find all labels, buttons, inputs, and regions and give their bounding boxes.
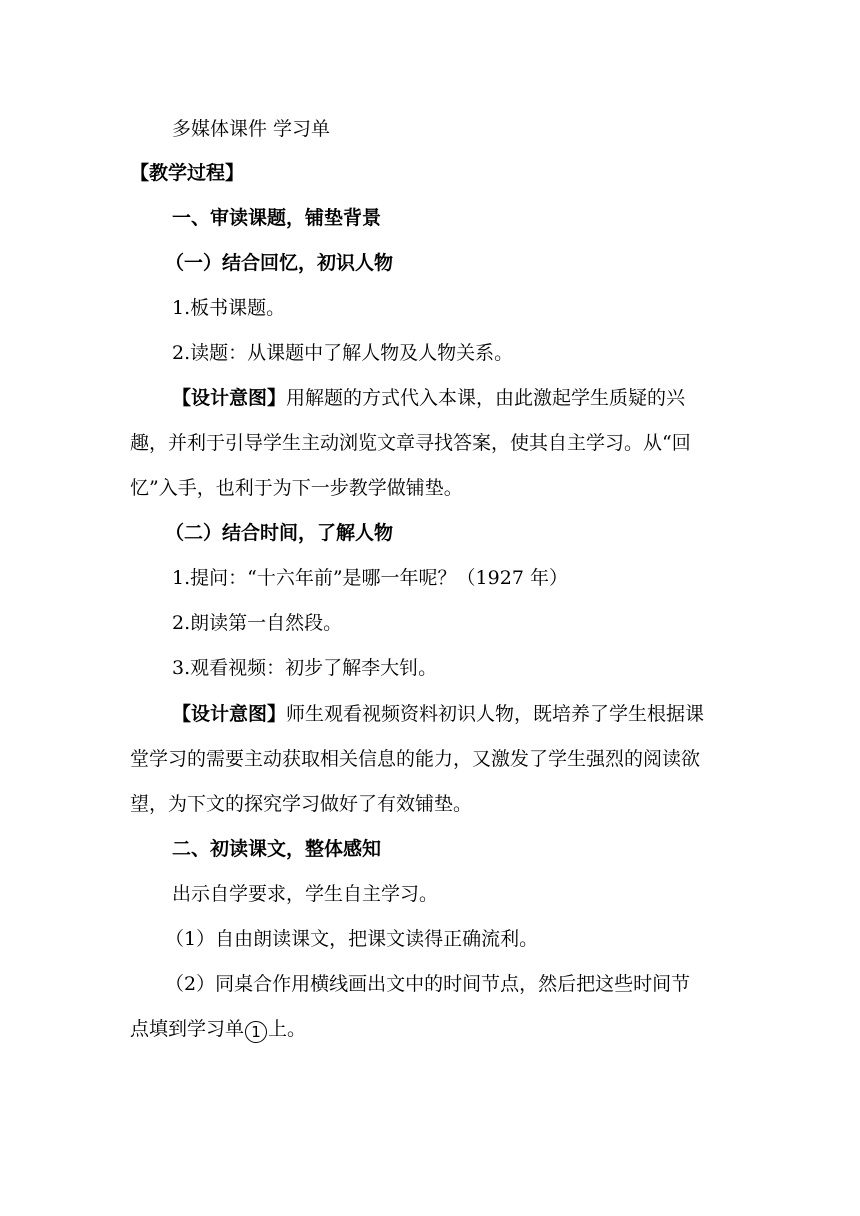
requirement-text: 点填到学习单 [130,1018,245,1040]
step-item: 1.提问：“十六年前”是哪一年呢？（1927 年） [172,567,568,589]
subheading-one: （一）结合回忆，初识人物 [165,252,394,274]
heading-part-two: 二、初读课文，整体感知 [172,838,382,860]
design-intent-label: 【设计意图】 [172,387,287,409]
section-heading-process: 【教学过程】 [130,162,245,184]
step-item: 2.朗读第一自然段。 [172,612,343,634]
step-item: 3.观看视频：初步了解李大钊。 [172,657,438,679]
paragraph-text: 出示自学要求，学生自主学习。 [172,883,439,905]
design-intent-line: 忆”入手，也利于为下一步教学做铺垫。 [130,477,463,499]
design-intent-text: 师生观看视频资料初识人物，既培养了学生根据课 [286,703,705,725]
design-intent-line [172,386,772,410]
step-item: 2.读题：从课题中了解人物及人物关系。 [172,342,514,364]
design-intent-line: 望，为下文的探究学习做好了有效铺垫。 [130,793,473,815]
subheading-two: （二）结合时间，了解人物 [165,522,394,544]
design-intent-line: 趣，并利于引导学生主动浏览文章寻找答案，使其自主学习。从“回 [130,432,691,454]
design-intent-line: 堂学习的需要主动获取相关信息的能力，又激发了学生强烈的阅读欲 [130,748,701,770]
heading-part-one: 一、审读课题，铺垫背景 [172,207,382,229]
design-intent-label: 【设计意图】 [172,703,287,725]
requirement-item: （1）自由朗读课文，把课文读得正确流利。 [165,928,539,950]
design-intent-text: 用解题的方式代入本课，由此激起学生质疑的兴 [286,387,686,409]
requirement-item: （2）同桌合作用横线画出文中的时间节点，然后把这些时间节 [165,973,691,995]
design-intent-line [172,702,772,726]
resources-line: 多媒体课件 学习单 [172,118,331,140]
step-item: 1.板书课题。 [172,297,286,319]
circled-number: 1 [245,1021,267,1043]
requirement-text: 上。 [268,1018,307,1040]
requirement-item-continued [130,1017,750,1043]
